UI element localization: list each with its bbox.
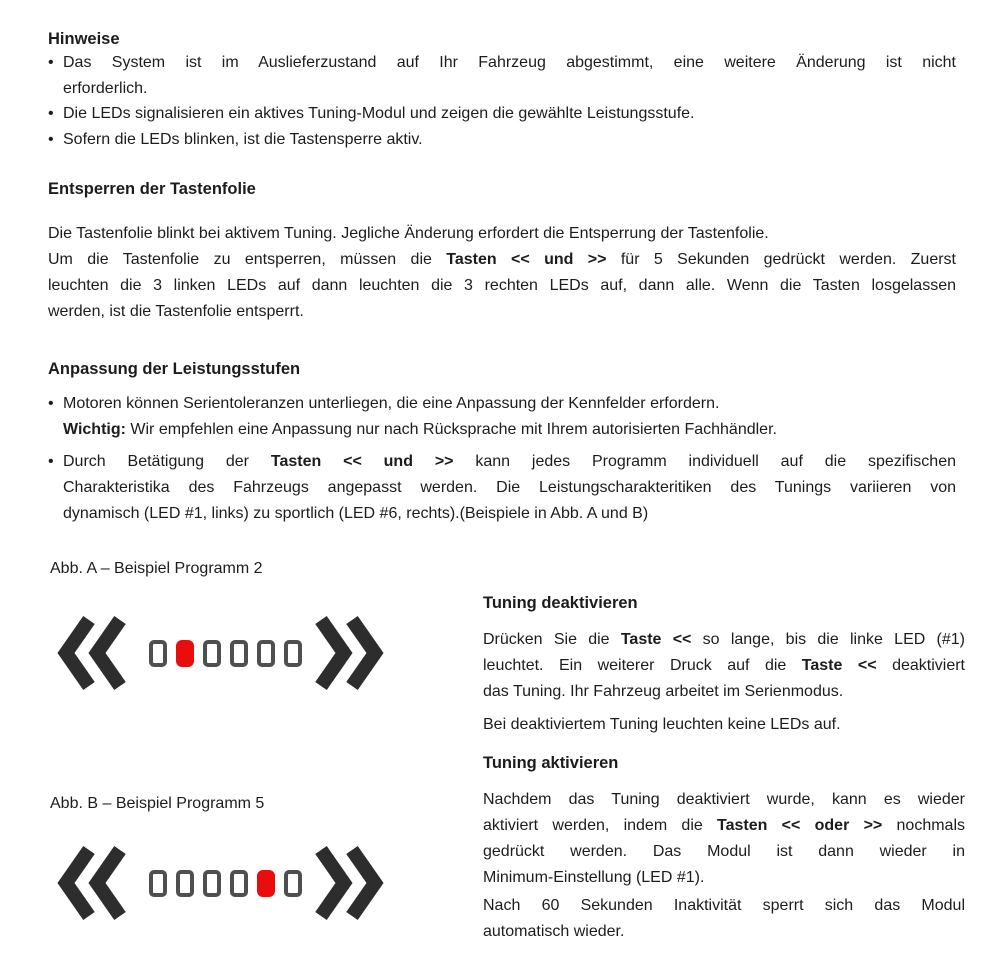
paragraph-nachdem	[483, 787, 965, 891]
led-row-a	[149, 640, 302, 667]
led-1	[149, 870, 167, 897]
led-1	[149, 640, 167, 667]
chevron-right-double-icon	[313, 615, 385, 691]
bullet-dot: •	[48, 130, 54, 148]
text-line: Charakteristika des Fahrzeugs angepasst werden. Die Leistungscharakteritiken des Tunings variieren von	[63, 479, 956, 496]
bullet-dot: •	[48, 105, 54, 122]
led-5	[257, 640, 275, 667]
text-line: Bei deaktiviertem Tuning leuchten keine LEDs auf.	[483, 716, 841, 733]
heading-tuning-aktivieren: Tuning aktivieren	[483, 754, 619, 772]
bullet-dot: •	[48, 395, 54, 412]
text-line: werden, ist die Tastenfolie entsperrt.	[48, 303, 304, 320]
bullet-text	[63, 127, 956, 153]
text-line: erforderlich.	[63, 79, 148, 97]
figure-b-label: Abb. B – Beispiel Programm 5	[50, 795, 265, 812]
bullet-dot: •	[48, 453, 54, 470]
led-5-active	[257, 870, 275, 897]
paragraph-nach-60-sekunden	[483, 893, 965, 945]
text-line: Nachdem das Tuning deaktiviert wurde, kann es wieder	[483, 791, 965, 808]
bullet-text	[63, 449, 956, 527]
text-line: Durch Betätigung der Tasten << und >> kann jedes Programm individuell auf die spezifischen	[63, 453, 956, 470]
figure-a-label: Abb. A – Beispiel Programm 2	[50, 560, 263, 577]
chevron-right-double-icon	[313, 845, 385, 921]
text-line: Um die Tastenfolie zu entsperren, müssen die Tasten << und >> für 5 Sekunden gedrückt werden. Zuerst	[48, 251, 956, 268]
bullet-text	[63, 101, 956, 127]
heading-tuning-deaktivieren: Tuning deaktivieren	[483, 594, 638, 612]
text-line: automatisch wieder.	[483, 923, 625, 940]
text-line: Motoren können Serientoleranzen unterliegen, die eine Anpassung der Kennfelder erfordern.	[63, 395, 720, 412]
led-3	[203, 870, 221, 897]
paragraph-bei-deaktiviertem	[483, 712, 965, 738]
text-line: Nach 60 Sekunden Inaktivität sperrt sich das Modul	[483, 897, 965, 914]
led-6	[284, 870, 302, 897]
chevron-left-double-icon	[56, 845, 128, 921]
text-line: dynamisch (LED #1, links) zu sportlich (LED #6, rechts).(Beispiele in Abb. A und B)	[63, 505, 649, 522]
led-6	[284, 640, 302, 667]
led-4	[230, 640, 248, 667]
paragraph-entsperren	[48, 221, 956, 325]
text-line: Sofern die LEDs blinken, ist die Tastensperre aktiv.	[63, 130, 423, 148]
led-2	[176, 870, 194, 897]
bullet-text	[63, 391, 956, 443]
led-display-figure-b	[56, 845, 385, 921]
text-line: das Tuning. Ihr Fahrzeug arbeitet im Serienmodus.	[483, 683, 844, 700]
heading-entsperren: Entsperren der Tastenfolie	[48, 180, 256, 198]
hinweise-bullet-list	[48, 50, 956, 152]
bullet-dot: •	[48, 54, 54, 71]
bullet-item	[48, 449, 956, 527]
bullet-item	[48, 391, 956, 443]
heading-anpassung: Anpassung der Leistungsstufen	[48, 360, 301, 378]
led-4	[230, 870, 248, 897]
led-3	[203, 640, 221, 667]
bullet-item	[48, 127, 956, 153]
text-line: Die Tastenfolie blinkt bei aktivem Tuning. Jegliche Änderung erfordert die Entsperrung der Tastenfolie.	[48, 225, 769, 242]
anpassung-bullet-motoren	[48, 391, 956, 443]
led-row-b	[149, 870, 302, 897]
text-line: Wichtig: Wir empfehlen eine Anpassung nur nach Rücksprache mit Ihrem autorisierten Fachhändler.	[63, 421, 777, 438]
anpassung-bullet-tasten	[48, 449, 956, 527]
text-line: Drücken Sie die Taste << so lange, bis die linke LED (#1)	[483, 631, 966, 648]
heading-hinweise: Hinweise	[48, 30, 120, 48]
chevron-left-double-icon	[56, 615, 128, 691]
text-line: gedrückt werden. Das Modul ist dann wieder in	[483, 843, 965, 860]
bullet-item	[48, 101, 956, 127]
paragraph-druecken	[483, 627, 965, 705]
bullet-item	[48, 50, 956, 101]
text-line: Das System ist im Auslieferzustand auf Ihr Fahrzeug abgestimmt, eine weitere Änderung ist nicht	[63, 54, 956, 71]
text-line: Die LEDs signalisieren ein aktives Tuning-Modul und zeigen die gewählte Leistungsstufe.	[63, 105, 695, 122]
text-line: Minimum-Einstellung (LED #1).	[483, 869, 705, 886]
led-display-figure-a	[56, 615, 385, 691]
text-line: leuchtet. Ein weiterer Druck auf die Taste << deaktiviert	[483, 657, 965, 674]
bullet-text	[63, 50, 956, 101]
text-line: aktiviert werden, indem die Tasten << oder >> nochmals	[483, 817, 966, 834]
led-2-active	[176, 640, 194, 667]
text-line: leuchten die 3 linken LEDs auf dann leuchten die 3 rechten LEDs auf, dann alle. Wenn die Tasten losgelassen	[48, 277, 956, 294]
